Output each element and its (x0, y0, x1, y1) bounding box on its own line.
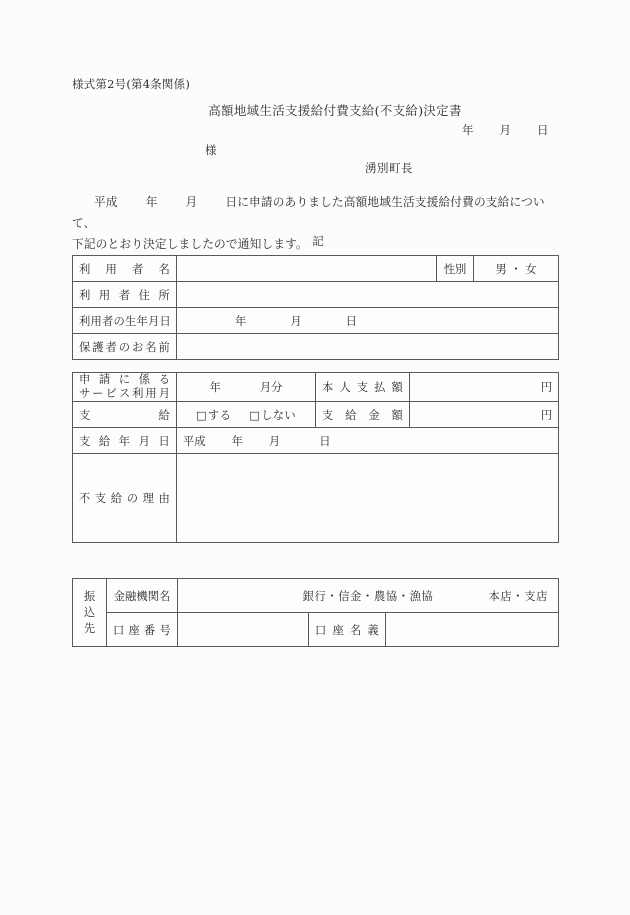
table-row (73, 579, 559, 613)
bank-transfer-table (72, 578, 559, 647)
user-birthdate-label: 利用者の生年月日 (73, 308, 177, 334)
payment-amount-unit: 円 (540, 408, 552, 422)
guardian-name-field[interactable] (177, 334, 559, 360)
checkbox-icon-no[interactable]: □ (249, 408, 261, 422)
user-name-field[interactable] (177, 256, 437, 282)
birth-year: 年 (235, 314, 247, 328)
account-number-field[interactable] (178, 613, 309, 647)
issue-date-day: 日 (537, 123, 549, 137)
transfer-destination-label (73, 579, 107, 647)
payment-decision-label: 支給 (73, 402, 177, 428)
user-name-label: 利用者名 (73, 256, 177, 282)
issue-date-month: 月 (499, 123, 511, 137)
paragraph-text-line2: 下記のとおり決定しましたので通知します。 (72, 237, 308, 251)
payment-option-no: しない (261, 408, 296, 422)
paragraph-month: 月 (185, 195, 198, 209)
payment-date-era: 平成 (183, 434, 206, 448)
user-address-label: 利用者住所 (73, 282, 177, 308)
account-number-label: 口座番号 (107, 613, 178, 647)
gender-options[interactable]: 男 ・ 女 (474, 256, 559, 282)
self-payment-unit: 円 (540, 381, 552, 394)
service-month-month: 月分 (259, 381, 283, 394)
self-payment-label: 本人支払額 (316, 373, 410, 402)
user-address-field[interactable] (177, 282, 559, 308)
account-holder-label: 口座名義 (309, 613, 386, 647)
service-month-field[interactable] (177, 373, 316, 402)
birth-month: 月 (290, 314, 302, 328)
checkbox-icon-yes[interactable]: □ (196, 408, 207, 422)
service-month-label-line1: 申請に係る (79, 373, 170, 386)
transfer-label-char-2: 込 (83, 605, 96, 619)
paragraph-year: 年 (145, 195, 158, 209)
birth-day: 日 (345, 314, 357, 328)
document-title: 高額地域生活支援給付費支給(不支給)決定書 (208, 103, 462, 118)
branch-types: 本店・支店 (488, 589, 549, 603)
payment-option-yes: する (208, 408, 232, 422)
table-row (73, 454, 559, 543)
institution-types: 銀行・信金・農協・漁協 (302, 589, 434, 603)
account-holder-field[interactable] (386, 613, 559, 647)
nonpayment-reason-field[interactable] (177, 454, 559, 543)
form-number: 様式第2号(第4条関係) (72, 77, 191, 91)
service-month-year: 年 (209, 381, 221, 394)
service-payment-table (72, 372, 559, 543)
table-row (73, 256, 559, 282)
table-row (73, 308, 559, 334)
user-birthdate-field[interactable] (177, 308, 559, 334)
issue-date-line (462, 122, 549, 138)
ki-heading: 記 (312, 234, 324, 248)
table-row (73, 373, 559, 402)
payment-amount-label: 支給金額 (316, 402, 410, 428)
nonpayment-reason-label: 不支給の理由 (73, 454, 177, 543)
table-row (73, 334, 559, 360)
user-info-table (72, 255, 559, 360)
issuer-name: 湧別町長 (365, 161, 413, 175)
service-month-label (73, 373, 177, 402)
paragraph-text-line1: 日に申請のありました高額地域生活支援給付費の支給について、 (72, 195, 545, 230)
addressee-honorific: 様 (205, 143, 217, 157)
institution-name-label: 金融機関名 (107, 579, 178, 613)
payment-date-day: 日 (319, 434, 331, 448)
table-row (73, 282, 559, 308)
payment-date-month: 月 (268, 434, 281, 448)
paragraph-era: 平成 (94, 195, 118, 209)
transfer-label-char-3: 先 (83, 621, 96, 635)
payment-decision-options[interactable] (177, 402, 316, 428)
payment-date-field[interactable] (177, 428, 559, 454)
table-row (73, 402, 559, 428)
guardian-name-label: 保護者のお名前 (73, 334, 177, 360)
table-row (73, 613, 559, 647)
gender-label: 性別 (437, 256, 474, 282)
institution-name-field[interactable] (178, 579, 559, 613)
payment-date-label: 支給年月日 (73, 428, 177, 454)
self-payment-field[interactable] (410, 373, 559, 402)
table-row (73, 428, 559, 454)
payment-amount-field[interactable] (410, 402, 559, 428)
service-month-label-line2: サービス利用月 (79, 387, 170, 400)
payment-date-year: 年 (231, 434, 243, 448)
transfer-label-char-1: 振 (83, 589, 96, 603)
issue-date-year: 年 (462, 123, 474, 137)
